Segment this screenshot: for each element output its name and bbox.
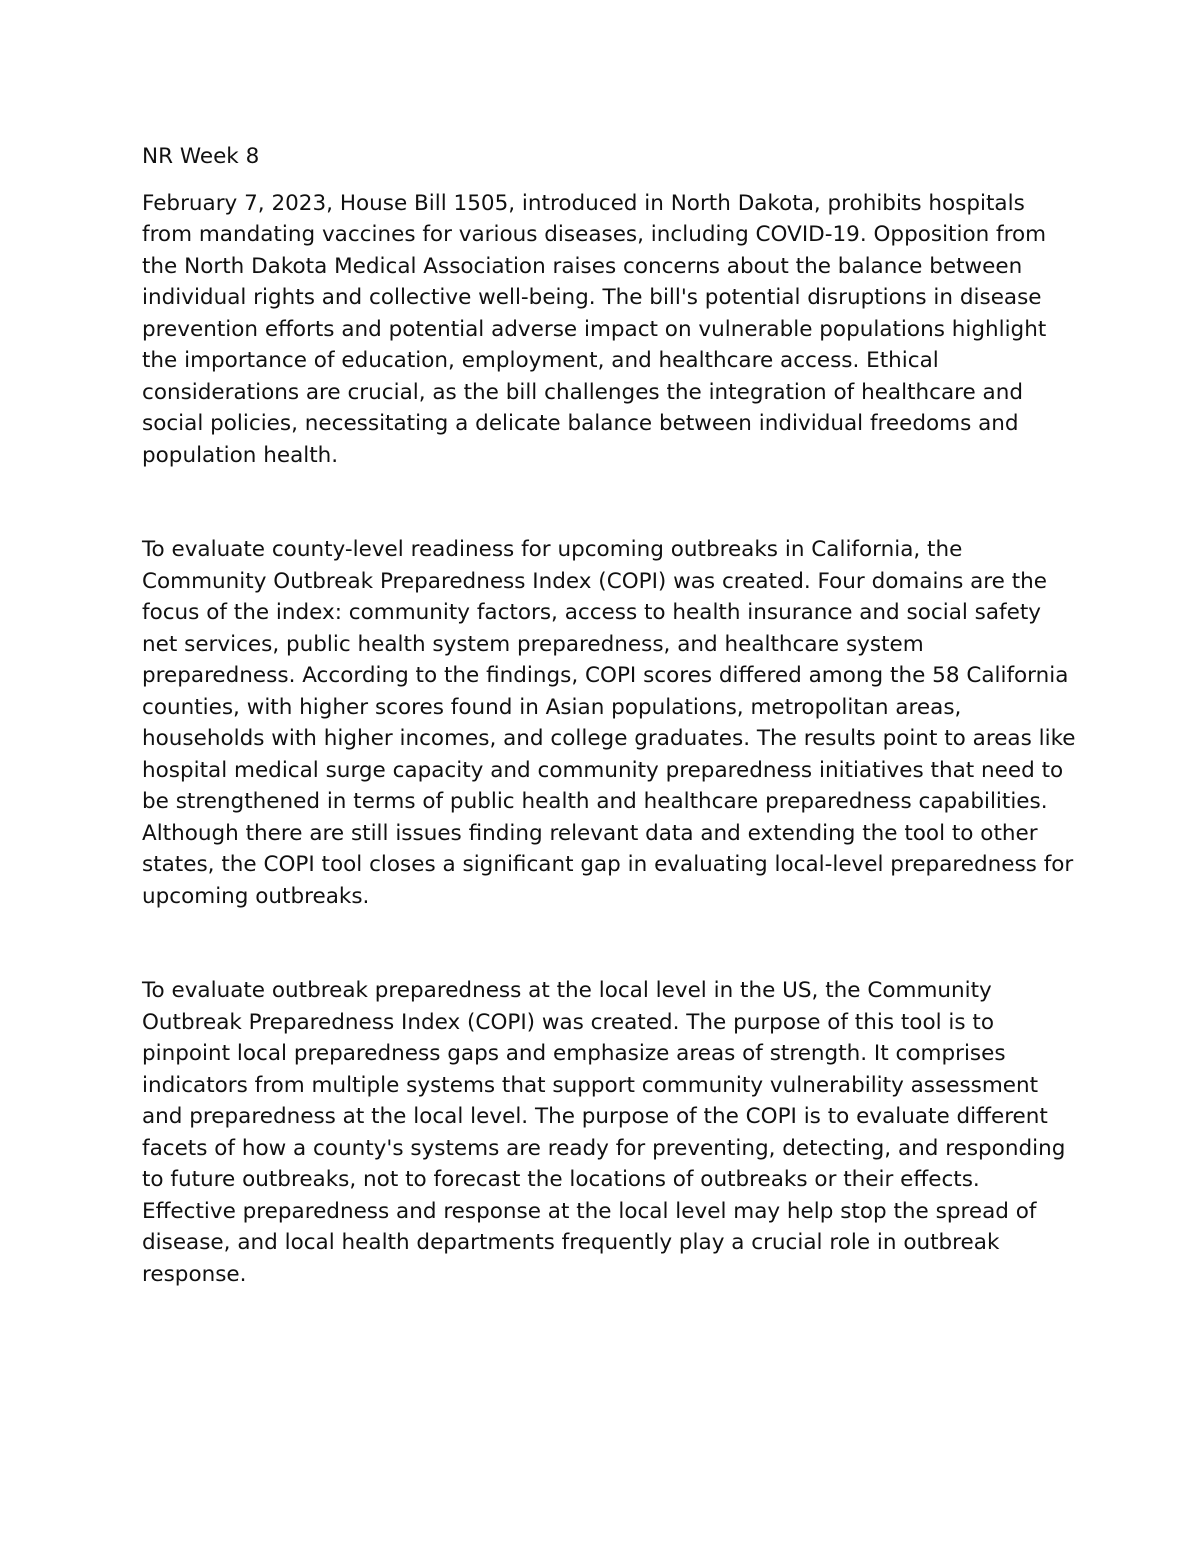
paragraph-copi-california: To evaluate county-level readiness for upcoming outbreaks in California, the Community Outbreak Preparedness Index (COPI) was created. Four domains are the focus of the index: community factors, access to health insurance and social safety net services, public health system preparedness, and healthcare system preparedness. According to the findings, COPI scores differed among the 58 California counties, with higher scores found in Asian populations, metropolitan areas, households with higher incomes, and college graduates. The results point to areas like hospital medical surge capacity and community preparedness initiatives that need to be strengthened in terms of public health and healthcare preparedness capabilities. Although there are still issues finding relevant data and extending the tool to other states, the COPI tool closes a significant gap in evaluating local-level preparedness for upcoming outbreaks. [142, 537, 1076, 909]
paragraph-house-bill: February 7, 2023, House Bill 1505, introduced in North Dakota, prohibits hospitals from mandating vaccines for various diseases, including COVID-19. Opposition from the North Dakota Medical Association raises concerns about the balance between individual rights and collective well-being. The bill's potential disruptions in disease prevention efforts and potential adverse impact on vulnerable populations highlight the importance of education, employment, and healthcare access. Ethical considerations are crucial, as the bill challenges the integration of healthcare and social policies, necessitating a delicate balance between individual freedoms and population health. [142, 190, 1047, 468]
paragraph-copi-us: To evaluate outbreak preparedness at the local level in the US, the Community Outbreak Preparedness Index (COPI) was created. The purpose of this tool is to pinpoint local preparedness gaps and emphasize areas of strength. It comprises indicators from multiple systems that support community vulnerability assessment and preparedness at the local level. The purpose of the COPI is to evaluate different facets of how a county's systems are ready for preventing, detecting, and responding to future outbreaks, not to forecast the locations of outbreaks or their effects. Effective preparedness and response at the local level may help stop the spread of disease, and local health departments frequently play a crucial role in outbreak response. [142, 978, 1066, 1287]
document-body [142, 141, 1077, 1290]
paragraph-spacer [142, 912, 1077, 975]
paragraph-spacer [142, 471, 1077, 534]
document-title: NR Week 8 [142, 144, 260, 169]
